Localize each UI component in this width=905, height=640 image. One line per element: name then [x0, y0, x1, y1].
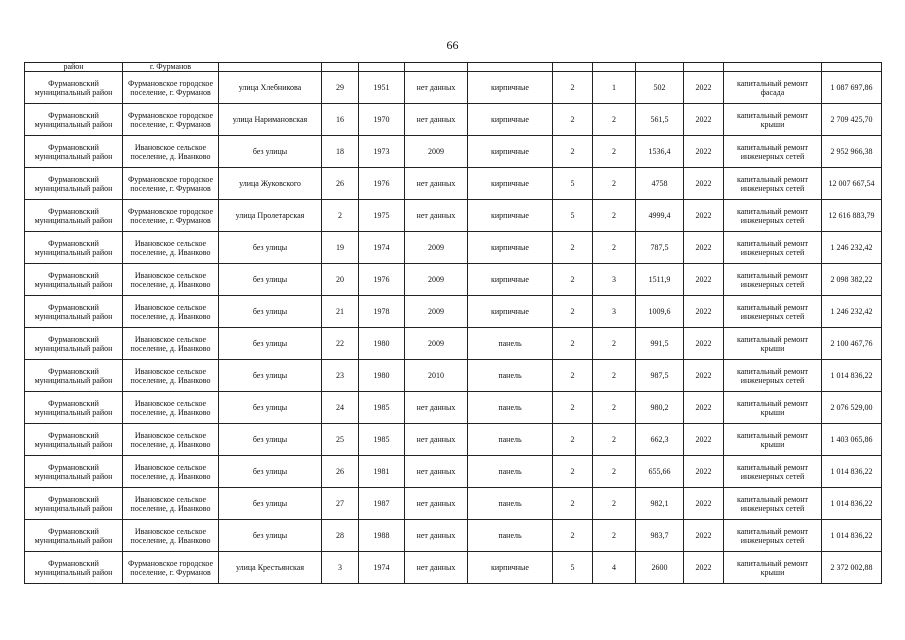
cell-street: без улицы	[219, 392, 322, 424]
cell-empty	[636, 63, 684, 72]
cell-plan-year: 2022	[684, 360, 724, 392]
cell-settlement: Ивановское сельское поселение, д. Иванково	[123, 424, 219, 456]
cell-built: 1974	[359, 232, 405, 264]
cell-built: 1973	[359, 136, 405, 168]
cell-last-overhaul: 2010	[405, 360, 468, 392]
cell-last-overhaul: нет данных	[405, 392, 468, 424]
table-row	[25, 456, 882, 488]
cell-district: Фурмановский муниципальный район	[25, 328, 123, 360]
cell-floors: 2	[553, 264, 593, 296]
cell-cost: 2 098 382,22	[822, 264, 882, 296]
cell-street: без улицы	[219, 360, 322, 392]
cell-settlement: Ивановское сельское поселение, д. Иванково	[123, 264, 219, 296]
cell-area: 987,5	[636, 360, 684, 392]
cell-plan-year: 2022	[684, 136, 724, 168]
cell-settlement: Фурмановское городское поселение, г. Фурманов	[123, 200, 219, 232]
cell-entrances: 2	[593, 168, 636, 200]
cell-settlement: Ивановское сельское поселение, д. Иванково	[123, 232, 219, 264]
cell-floors: 5	[553, 168, 593, 200]
cell-plan-year: 2022	[684, 232, 724, 264]
cell-plan-year: 2022	[684, 264, 724, 296]
cell-plan-year: 2022	[684, 456, 724, 488]
cell-empty	[405, 63, 468, 72]
cell-house: 2	[322, 200, 359, 232]
cell-house: 23	[322, 360, 359, 392]
cell-street: без улицы	[219, 136, 322, 168]
cell-work-type: капитальный ремонт инженерных сетей	[724, 488, 822, 520]
cell-area: 2600	[636, 552, 684, 584]
cell-plan-year: 2022	[684, 168, 724, 200]
cell-empty	[359, 63, 405, 72]
cell-area: 1511,9	[636, 264, 684, 296]
cell-street: улица Крестьянская	[219, 552, 322, 584]
cell-entrances: 2	[593, 520, 636, 552]
table-row	[25, 360, 882, 392]
cell-district: Фурмановский муниципальный район	[25, 264, 123, 296]
cell-cost: 1 087 697,86	[822, 72, 882, 104]
table-row	[25, 296, 882, 328]
cell-cost: 1 246 232,42	[822, 296, 882, 328]
cell-floors: 2	[553, 136, 593, 168]
cell-last-overhaul: 2009	[405, 296, 468, 328]
cell-wall-material: панель	[468, 456, 553, 488]
cell-entrances: 4	[593, 552, 636, 584]
cell-built: 1975	[359, 200, 405, 232]
table-row	[25, 104, 882, 136]
cell-settlement: Ивановское сельское поселение, д. Иванково	[123, 136, 219, 168]
cell-wall-material: кирпичные	[468, 552, 553, 584]
cell-wall-material: панель	[468, 488, 553, 520]
cell-settlement: Ивановское сельское поселение, д. Иванково	[123, 360, 219, 392]
cell-work-type: капитальный ремонт инженерных сетей	[724, 200, 822, 232]
cell-entrances: 2	[593, 104, 636, 136]
cell-house: 18	[322, 136, 359, 168]
cell-settlement: Ивановское сельское поселение, д. Иванково	[123, 328, 219, 360]
cell-district: Фурмановский муниципальный район	[25, 552, 123, 584]
cell-plan-year: 2022	[684, 552, 724, 584]
cell-house: 3	[322, 552, 359, 584]
cell-empty	[684, 63, 724, 72]
cell-house: 16	[322, 104, 359, 136]
cell-built: 1974	[359, 552, 405, 584]
cell-built: 1981	[359, 456, 405, 488]
cell-floors: 2	[553, 392, 593, 424]
cell-street: без улицы	[219, 456, 322, 488]
cell-work-type: капитальный ремонт крыши	[724, 424, 822, 456]
cell-empty	[822, 63, 882, 72]
cell-district: Фурмановский муниципальный район	[25, 136, 123, 168]
cell-district: Фурмановский муниципальный район	[25, 200, 123, 232]
cell-house: 19	[322, 232, 359, 264]
cell-last-overhaul: нет данных	[405, 104, 468, 136]
table-row	[25, 552, 882, 584]
cell-area: 655,66	[636, 456, 684, 488]
cell-floors: 2	[553, 72, 593, 104]
cell-plan-year: 2022	[684, 200, 724, 232]
cell-wall-material: кирпичные	[468, 72, 553, 104]
cell-entrances: 1	[593, 72, 636, 104]
table-row	[25, 328, 882, 360]
table-row	[25, 520, 882, 552]
cell-work-type: капитальный ремонт инженерных сетей	[724, 136, 822, 168]
cell-built: 1980	[359, 360, 405, 392]
cell-settlement: г. Фурманов	[123, 63, 219, 72]
cell-plan-year: 2022	[684, 424, 724, 456]
cell-street: улица Жуковского	[219, 168, 322, 200]
cell-cost: 1 014 836,22	[822, 456, 882, 488]
cell-built: 1970	[359, 104, 405, 136]
page-number: 66	[446, 38, 459, 52]
table-row	[25, 392, 882, 424]
cell-last-overhaul: нет данных	[405, 520, 468, 552]
cell-cost: 2 100 467,76	[822, 328, 882, 360]
cell-settlement: Ивановское сельское поселение, д. Иванково	[123, 456, 219, 488]
cell-district: Фурмановский муниципальный район	[25, 72, 123, 104]
cell-work-type: капитальный ремонт инженерных сетей	[724, 264, 822, 296]
cell-wall-material: панель	[468, 328, 553, 360]
cell-wall-material: кирпичные	[468, 264, 553, 296]
cell-district: Фурмановский муниципальный район	[25, 456, 123, 488]
cell-district: район	[25, 63, 123, 72]
cell-wall-material: кирпичные	[468, 232, 553, 264]
cell-wall-material: панель	[468, 424, 553, 456]
cell-area: 1009,6	[636, 296, 684, 328]
cell-entrances: 2	[593, 424, 636, 456]
cell-area: 561,5	[636, 104, 684, 136]
cell-built: 1976	[359, 264, 405, 296]
cell-district: Фурмановский муниципальный район	[25, 104, 123, 136]
cell-last-overhaul: нет данных	[405, 168, 468, 200]
cell-entrances: 3	[593, 264, 636, 296]
cell-area: 983,7	[636, 520, 684, 552]
cell-work-type: капитальный ремонт инженерных сетей	[724, 456, 822, 488]
cell-area: 991,5	[636, 328, 684, 360]
cell-empty	[593, 63, 636, 72]
cell-floors: 2	[553, 232, 593, 264]
cell-settlement: Ивановское сельское поселение, д. Иванково	[123, 488, 219, 520]
cell-plan-year: 2022	[684, 328, 724, 360]
cell-cost: 1 246 232,42	[822, 232, 882, 264]
cell-wall-material: панель	[468, 520, 553, 552]
cell-cost: 2 952 966,38	[822, 136, 882, 168]
cell-house: 28	[322, 520, 359, 552]
cell-street: улица Хлебникова	[219, 72, 322, 104]
cell-street: без улицы	[219, 424, 322, 456]
cell-street: без улицы	[219, 296, 322, 328]
cell-house: 27	[322, 488, 359, 520]
cell-entrances: 2	[593, 328, 636, 360]
cell-floors: 2	[553, 104, 593, 136]
cell-district: Фурмановский муниципальный район	[25, 360, 123, 392]
cell-last-overhaul: нет данных	[405, 200, 468, 232]
cell-floors: 2	[553, 360, 593, 392]
cell-area: 662,3	[636, 424, 684, 456]
cell-house: 26	[322, 168, 359, 200]
cell-work-type: капитальный ремонт фасада	[724, 72, 822, 104]
table-row	[25, 232, 882, 264]
cell-built: 1985	[359, 424, 405, 456]
cell-last-overhaul: 2009	[405, 264, 468, 296]
cell-last-overhaul: нет данных	[405, 424, 468, 456]
cell-empty	[219, 63, 322, 72]
cell-last-overhaul: нет данных	[405, 552, 468, 584]
cell-street: без улицы	[219, 328, 322, 360]
cell-plan-year: 2022	[684, 520, 724, 552]
cell-work-type: капитальный ремонт инженерных сетей	[724, 520, 822, 552]
cell-built: 1987	[359, 488, 405, 520]
cell-wall-material: панель	[468, 392, 553, 424]
cell-entrances: 2	[593, 456, 636, 488]
table-row	[25, 264, 882, 296]
cell-cost: 2 076 529,00	[822, 392, 882, 424]
cell-area: 4758	[636, 168, 684, 200]
cell-area: 980,2	[636, 392, 684, 424]
cell-cost: 2 709 425,70	[822, 104, 882, 136]
cell-empty	[553, 63, 593, 72]
cell-settlement: Фурмановское городское поселение, г. Фурманов	[123, 104, 219, 136]
cell-street: без улицы	[219, 232, 322, 264]
cell-cost: 12 007 667,54	[822, 168, 882, 200]
cell-last-overhaul: 2009	[405, 328, 468, 360]
cell-empty	[322, 63, 359, 72]
table-row	[25, 424, 882, 456]
cell-house: 24	[322, 392, 359, 424]
cell-built: 1988	[359, 520, 405, 552]
table-row	[25, 72, 882, 104]
cell-district: Фурмановский муниципальный район	[25, 488, 123, 520]
cell-floors: 2	[553, 456, 593, 488]
cell-built: 1951	[359, 72, 405, 104]
cell-settlement: Фурмановское городское поселение, г. Фурманов	[123, 72, 219, 104]
cell-wall-material: кирпичные	[468, 104, 553, 136]
cell-area: 502	[636, 72, 684, 104]
table-row	[25, 200, 882, 232]
housing-overhaul-table	[24, 62, 882, 584]
cell-house: 21	[322, 296, 359, 328]
cell-work-type: капитальный ремонт инженерных сетей	[724, 360, 822, 392]
cell-last-overhaul: нет данных	[405, 488, 468, 520]
cell-entrances: 2	[593, 360, 636, 392]
cell-district: Фурмановский муниципальный район	[25, 424, 123, 456]
cell-wall-material: кирпичные	[468, 136, 553, 168]
cell-area: 4999,4	[636, 200, 684, 232]
cell-street: без улицы	[219, 520, 322, 552]
cell-cost: 1 014 836,22	[822, 520, 882, 552]
cell-built: 1978	[359, 296, 405, 328]
cell-last-overhaul: нет данных	[405, 72, 468, 104]
cell-street: улица Наримановская	[219, 104, 322, 136]
cell-area: 1536,4	[636, 136, 684, 168]
cell-floors: 2	[553, 328, 593, 360]
cell-work-type: капитальный ремонт инженерных сетей	[724, 232, 822, 264]
cell-settlement: Фурмановское городское поселение, г. Фурманов	[123, 552, 219, 584]
cell-work-type: капитальный ремонт крыши	[724, 552, 822, 584]
cell-floors: 2	[553, 520, 593, 552]
cell-district: Фурмановский муниципальный район	[25, 392, 123, 424]
cell-cost: 12 616 883,79	[822, 200, 882, 232]
cell-work-type: капитальный ремонт крыши	[724, 392, 822, 424]
cell-built: 1980	[359, 328, 405, 360]
cell-last-overhaul: нет данных	[405, 456, 468, 488]
cell-district: Фурмановский муниципальный район	[25, 232, 123, 264]
cell-cost: 1 403 065,86	[822, 424, 882, 456]
cell-house: 25	[322, 424, 359, 456]
cell-floors: 2	[553, 424, 593, 456]
cell-entrances: 2	[593, 232, 636, 264]
table-row	[25, 488, 882, 520]
cell-area: 982,1	[636, 488, 684, 520]
cell-street: без улицы	[219, 264, 322, 296]
continued-row	[25, 63, 882, 72]
cell-plan-year: 2022	[684, 72, 724, 104]
cell-plan-year: 2022	[684, 104, 724, 136]
cell-street: без улицы	[219, 488, 322, 520]
cell-house: 26	[322, 456, 359, 488]
cell-built: 1985	[359, 392, 405, 424]
cell-street: улица Пролетарская	[219, 200, 322, 232]
table-row	[25, 168, 882, 200]
cell-house: 20	[322, 264, 359, 296]
cell-wall-material: панель	[468, 360, 553, 392]
cell-house: 29	[322, 72, 359, 104]
cell-floors: 2	[553, 488, 593, 520]
cell-plan-year: 2022	[684, 296, 724, 328]
cell-settlement: Ивановское сельское поселение, д. Иванково	[123, 392, 219, 424]
cell-work-type: капитальный ремонт крыши	[724, 328, 822, 360]
cell-cost: 1 014 836,22	[822, 488, 882, 520]
cell-plan-year: 2022	[684, 392, 724, 424]
cell-work-type: капитальный ремонт инженерных сетей	[724, 168, 822, 200]
cell-last-overhaul: 2009	[405, 136, 468, 168]
cell-floors: 2	[553, 296, 593, 328]
cell-empty	[724, 63, 822, 72]
cell-house: 22	[322, 328, 359, 360]
cell-entrances: 2	[593, 136, 636, 168]
cell-district: Фурмановский муниципальный район	[25, 168, 123, 200]
cell-settlement: Ивановское сельское поселение, д. Иванково	[123, 520, 219, 552]
cell-plan-year: 2022	[684, 488, 724, 520]
cell-area: 787,5	[636, 232, 684, 264]
cell-built: 1976	[359, 168, 405, 200]
cell-wall-material: кирпичные	[468, 200, 553, 232]
table-row	[25, 136, 882, 168]
cell-floors: 5	[553, 200, 593, 232]
cell-floors: 5	[553, 552, 593, 584]
cell-entrances: 2	[593, 392, 636, 424]
cell-empty	[468, 63, 553, 72]
cell-entrances: 3	[593, 296, 636, 328]
cell-settlement: Ивановское сельское поселение, д. Иванково	[123, 296, 219, 328]
cell-work-type: капитальный ремонт крыши	[724, 104, 822, 136]
cell-cost: 2 372 002,88	[822, 552, 882, 584]
cell-entrances: 2	[593, 488, 636, 520]
cell-work-type: капитальный ремонт инженерных сетей	[724, 296, 822, 328]
cell-settlement: Фурмановское городское поселение, г. Фурманов	[123, 168, 219, 200]
cell-entrances: 2	[593, 200, 636, 232]
cell-last-overhaul: 2009	[405, 232, 468, 264]
cell-cost: 1 014 836,22	[822, 360, 882, 392]
cell-district: Фурмановский муниципальный район	[25, 520, 123, 552]
cell-district: Фурмановский муниципальный район	[25, 296, 123, 328]
cell-wall-material: кирпичные	[468, 296, 553, 328]
cell-wall-material: кирпичные	[468, 168, 553, 200]
